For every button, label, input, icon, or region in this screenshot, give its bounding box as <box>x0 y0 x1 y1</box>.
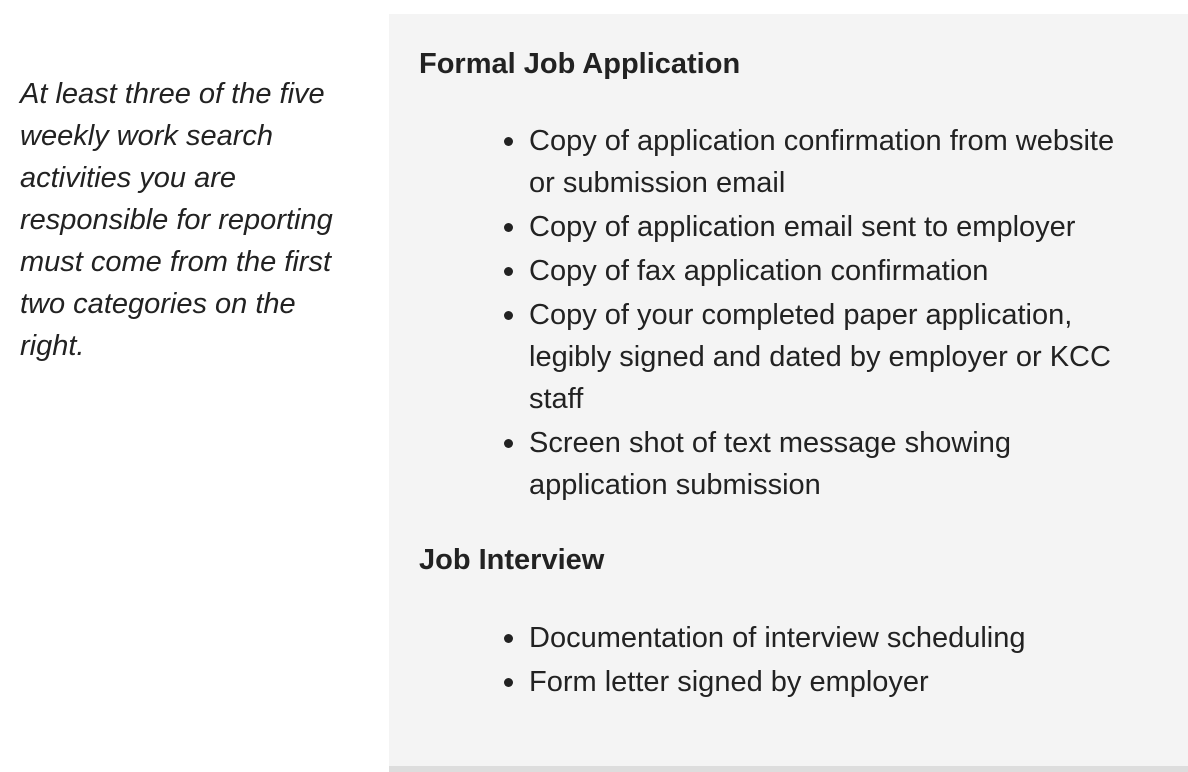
bullet-icon <box>504 223 513 232</box>
bullet-icon <box>504 137 513 146</box>
list-item-text: Documentation of interview scheduling <box>529 622 1026 654</box>
list-item-text: Form letter signed by employer <box>529 666 929 698</box>
list-item-text: Copy of your completed paper application, legibly signed and dated by employer or KCC staff <box>529 299 1111 415</box>
bullet-icon <box>504 267 513 276</box>
sidebar-note: At least three of the five weekly work search activities you are responsible for reporting must come from the first two categories on the right. <box>20 78 333 362</box>
bullet-icon <box>504 678 513 687</box>
list-item <box>499 206 1139 248</box>
list-item <box>499 661 1139 703</box>
bullet-icon <box>504 311 513 320</box>
section-heading-job-interview: Job Interview <box>419 544 605 576</box>
list-item <box>499 120 1139 204</box>
list-item <box>499 422 1139 506</box>
list-item-text: Screen shot of text message showing application submission <box>529 427 1011 501</box>
bullet-icon <box>504 439 513 448</box>
list-item <box>499 617 1139 659</box>
list-item <box>499 250 1139 292</box>
list-item <box>499 294 1139 420</box>
section-heading-formal-job-application: Formal Job Application <box>419 48 741 80</box>
bullet-icon <box>504 634 513 643</box>
list-item-text: Copy of fax application confirmation <box>529 255 989 287</box>
content-panel <box>389 14 1188 772</box>
list-item-text: Copy of application confirmation from website or submission email <box>529 125 1115 199</box>
list-item-text: Copy of application email sent to employer <box>529 211 1076 243</box>
formal-application-list <box>499 120 1139 508</box>
job-interview-list <box>499 617 1139 705</box>
